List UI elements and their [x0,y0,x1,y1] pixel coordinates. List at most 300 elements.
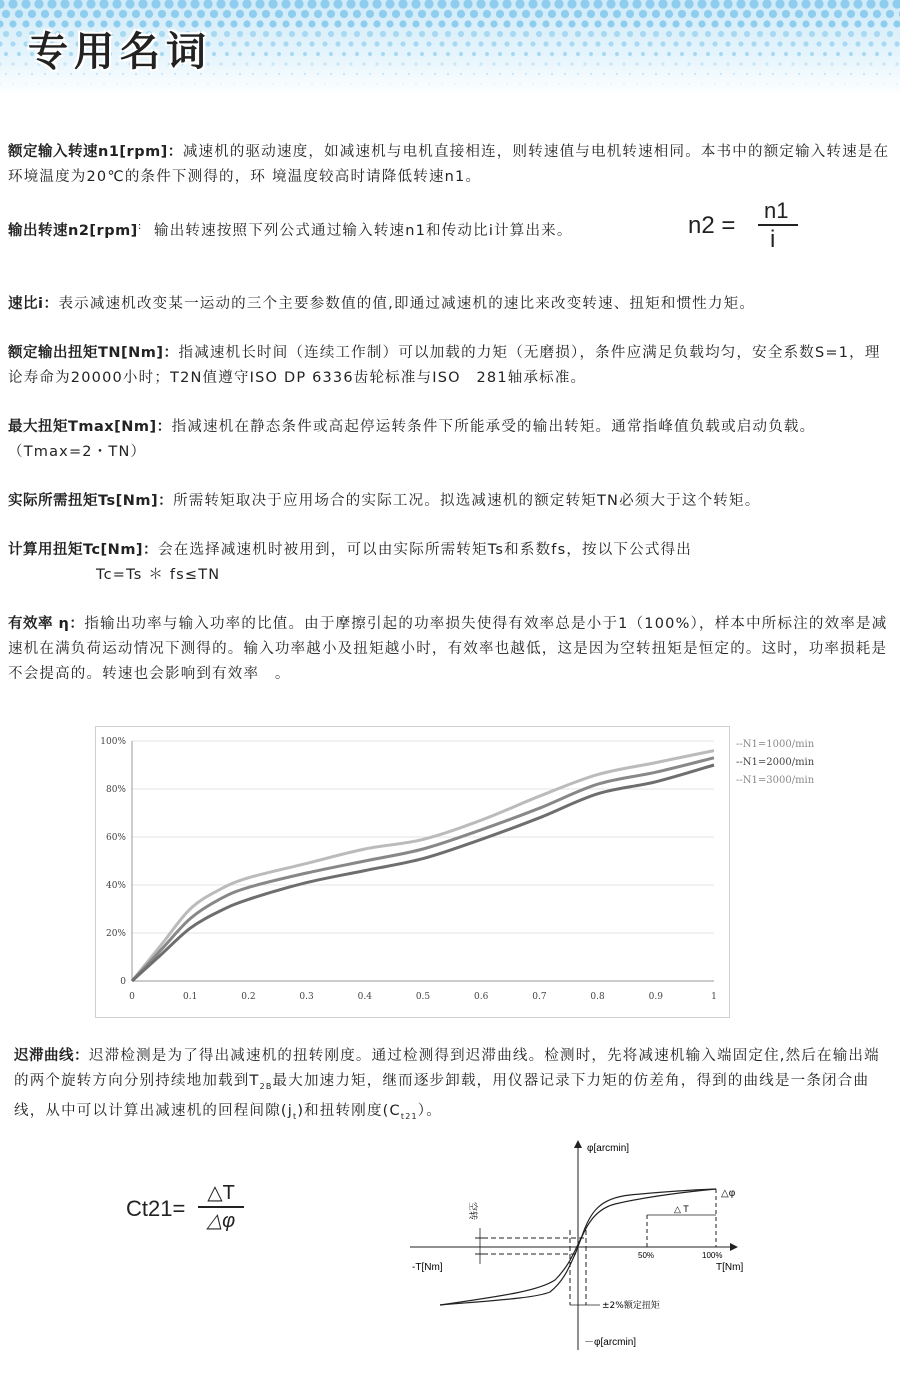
header-dot [738,41,743,46]
header-dot [674,62,677,65]
header-dot [889,73,891,75]
paragraph-efficiency [8,612,892,687]
header-dot [662,83,663,84]
legend-entry-1000: --N1=1000/min [736,739,815,750]
header-dot [628,52,632,56]
header-dot [275,10,283,18]
header-dot [808,10,816,18]
header-dot [485,52,489,56]
header-dot [399,20,406,27]
header-dot [574,10,582,18]
header-dot [750,20,757,27]
header-dot [226,73,228,75]
header-dot [789,20,796,27]
term: 计算用扭矩Tc[Nm]： [8,542,159,558]
header-dot [503,20,510,27]
header-dot [440,62,443,65]
header-dot [543,41,548,46]
header-dot [197,10,205,18]
header-dot [882,62,885,65]
header-dot [706,52,710,56]
x-axis-left-label: -T[Nm] [412,1262,443,1273]
hysteresis-diagram [400,1140,880,1355]
header-dot [713,62,716,65]
header-dot [446,52,450,56]
header-dot [473,73,475,75]
header-dot [564,73,566,75]
header-dot [60,0,69,9]
header-dot [337,83,338,84]
header-dot [492,62,495,65]
header-dot [297,62,300,65]
header-dot [880,20,887,27]
header-dot [519,83,520,84]
header-dot [772,73,774,75]
fraction [198,1182,244,1232]
header-dot [867,20,874,27]
header-dot [400,41,405,46]
x-tick-label: 0.3 [299,992,314,1002]
formula-denominator: i [770,226,776,253]
header-dot [380,31,386,37]
header-dot [720,73,722,75]
y-axis-bottom-label: －φ[arcmin] [584,1337,637,1348]
header-dot [239,73,241,75]
header-dot [395,73,397,75]
header-dot [457,10,465,18]
header-dot [73,0,82,9]
header-dot [301,10,309,18]
header-dot [529,20,536,27]
delta-t-label: △ T [674,1204,689,1214]
header-dot [762,0,771,9]
header-dot [486,73,488,75]
definition-cont: )和扭转刚度(C [297,1102,401,1119]
header-dot [687,62,690,65]
header-dot [262,10,270,18]
paragraph-output-speed: 输出转速n2[rpm]: 输出转速按照下列公式通过输入转速n1和传动比i计算出来。 [8,221,573,239]
header-dot [464,20,471,27]
header-dot [504,41,509,46]
header-dot [362,62,365,65]
definition: 减速机的驱动速度，如减速机与电机直接相连，则转速值与电机转速相同。本书中的额定输入转速是在环境温度为20℃的条件下测得的，环 境温度较高时请降低转速n1。 [8,144,890,185]
header-dot [791,62,794,65]
header-dot [363,83,364,84]
x-tick-label: 0 [129,992,135,1002]
header-dot [445,31,451,37]
header-dot [322,41,327,46]
header-dot [860,10,868,18]
header-dot [263,31,269,37]
header-dot [766,83,767,84]
header-dot [256,20,263,27]
header-dot [381,52,385,56]
header-dot [470,10,478,18]
header-dot [751,41,756,46]
header-dot [252,73,254,75]
header-dot [675,83,676,84]
header-dot [563,52,567,56]
header-dot [661,62,664,65]
header-dot [757,31,763,37]
header-dot [736,0,745,9]
header-dot [868,41,873,46]
definition: 迟滞检测是为了得出减速机的扭转刚度。通过检测得到迟滞曲线。检测时，先将减速机输入端固定住,然后在输出端的两个旋转方向分别持续地加载到T [14,1048,880,1089]
header-dot [861,31,867,37]
header-dot [259,83,260,84]
header-dot [353,10,361,18]
header-dot [375,62,378,65]
header-dot [752,62,755,65]
header-dot [291,73,293,75]
header-dot [593,0,602,9]
y-tick-label: 100% [100,737,126,747]
header-dot [512,73,514,75]
header-dot [567,0,576,9]
header-dot [420,52,424,56]
x-tick-label: 0.1 [183,992,198,1002]
header-dot [588,31,594,37]
header-dot [460,73,462,75]
header-dot [685,20,692,27]
header-dot [265,73,267,75]
paragraph-rated-output-torque [8,341,892,391]
header-dot [257,41,262,46]
header-dot [402,83,403,84]
header-dot [341,31,347,37]
header-dot [545,83,546,84]
header-dot [801,0,810,9]
header-dot [639,10,647,18]
header-dot [745,52,749,56]
header-dot [874,31,880,37]
header-dot [2,10,10,18]
header-dot [181,83,182,84]
header-dot [746,73,748,75]
header-dot [517,41,522,46]
header-dot [246,83,247,84]
header-dot [678,10,686,18]
paragraph-ratio [8,292,892,317]
header-dot [518,62,521,65]
header-dot [704,10,712,18]
header-dot [711,20,718,27]
header-dot [641,52,645,56]
header-dot [311,83,312,84]
header-dot [355,52,359,56]
header-dot [480,83,481,84]
header-dot [425,20,432,27]
header-dot [498,52,502,56]
header-dot [614,31,620,37]
header-dot [666,31,672,37]
header-dot [581,20,588,27]
header-dot [230,20,237,27]
header-dot [229,0,238,9]
header-dot [433,52,437,56]
header-dot [634,41,639,46]
header-dot [496,10,504,18]
header-dot [212,52,216,56]
header-banner [0,0,900,96]
header-dot [478,41,483,46]
header-dot [705,31,711,37]
header-dot [9,20,16,27]
header-dot [524,52,528,56]
header-dot [349,62,352,65]
header-dot [840,0,849,9]
header-dot [658,0,667,9]
header-dot [837,73,839,75]
header-dot [629,73,631,75]
paragraph-calc-torque [8,538,892,588]
term: 实际所需扭矩Ts[Nm]： [8,493,174,509]
header-dot [112,0,121,9]
y-tick-label: 0 [120,977,126,987]
header-dot [654,52,658,56]
header-dot [863,73,865,75]
formula-denominator: △φ [206,1209,236,1232]
header-dot [401,62,404,65]
header-dot [824,73,826,75]
header-dot [730,10,738,18]
legend-entry-3000: --N1=3000/min [736,775,815,786]
header-dot [142,83,143,84]
header-dot [525,73,527,75]
x-tick-label: 0.8 [590,992,605,1002]
header-dot [243,20,250,27]
header-dot [829,41,834,46]
header-dot [727,83,728,84]
header-dot [463,0,472,9]
header-dot [815,20,822,27]
header-dot [329,52,333,56]
header-dot [231,41,236,46]
header-dot [34,0,43,9]
header-dot [3,31,9,37]
header-dot [359,0,368,9]
header-dot [447,73,449,75]
header-dot [827,0,836,9]
header-dot [623,83,624,84]
header-dot [38,83,39,84]
header-dot [347,20,354,27]
header-dot [616,73,618,75]
header-dot [190,0,199,9]
header-dot [18,73,20,75]
header-dot [804,62,807,65]
definition-cont: 最大加速力矩，继而逐步卸载，用仪器记录下力矩的仿差角，得到的曲线是一条闭合曲线，从中可以计算出减速机的回程间隙(j [14,1073,870,1119]
header-dot [701,83,702,84]
header-dot [601,31,607,37]
header-dot [876,73,878,75]
header-dot [67,10,75,18]
header-dot [622,62,625,65]
header-dot [269,20,276,27]
header-dot [219,62,222,65]
term: 迟滞曲线： [14,1048,89,1064]
header-dot [557,62,560,65]
header-dot [855,41,860,46]
header-dot [620,20,627,27]
header-dot [569,41,574,46]
header-dot [577,73,579,75]
header-dot [627,31,633,37]
header-dot [770,31,776,37]
header-dot [237,31,243,37]
header-dot [549,31,555,37]
definition: 表示减速机改变某一运动的三个主要参数值的值,即通过减速机的速比来改变转速、扭矩和惯性力矩。 [58,296,756,312]
header-dot [688,83,689,84]
header-dot [16,31,22,37]
header-dot [505,62,508,65]
header-dot [5,73,7,75]
fraction-bar [758,224,798,226]
header-dot [582,41,587,46]
y-tick-label: 40% [105,881,126,891]
header-dot [717,10,725,18]
header-dot [368,52,372,56]
header-dot [374,41,379,46]
header-dot [171,10,179,18]
header-dot [684,0,693,9]
header-dot [290,52,294,56]
header-dot [258,62,261,65]
header-dot [12,83,13,84]
header-dot [796,31,802,37]
header-dot [732,52,736,56]
header-dot [723,0,732,9]
header-dot [506,83,507,84]
header-dot [692,31,698,37]
header-dot [869,62,872,65]
header-dot [726,62,729,65]
header-dot [814,0,823,9]
header-dot [823,52,827,56]
header-dot [556,41,561,46]
header-dot [805,83,806,84]
header-dot [295,20,302,27]
header-dot [753,83,754,84]
header-dot [602,52,606,56]
header-dot [276,31,282,37]
header-dot [64,83,65,84]
header-dot [426,41,431,46]
header-dot [632,0,641,9]
header-dot [649,83,650,84]
header-dot [710,0,719,9]
paragraph-required-torque [8,489,892,514]
header-dot [510,31,516,37]
header-dot [99,0,108,9]
header-dot [841,20,848,27]
header-dot [408,73,410,75]
header-dot [893,20,900,27]
header-dot [522,10,530,18]
header-dot [129,83,130,84]
header-dot [653,31,659,37]
label-100-percent: 100% [702,1251,723,1260]
header-dot [879,0,888,9]
header-dot [576,52,580,56]
header-dot [847,10,855,18]
header-dot [356,73,358,75]
header-dot [744,31,750,37]
header-dot [296,41,301,46]
header-dot [0,83,1,84]
header-dot [225,52,229,56]
header-dot [467,83,468,84]
header-dot [282,20,289,27]
delta-phi-label: △φ [721,1188,736,1199]
header-dot [608,41,613,46]
formula-lhs: n2 = [688,212,736,239]
definition: 输出转速按照下列公式通过输入转速n1和传动比i计算出来。 [154,222,573,239]
header-dot [334,20,341,27]
header-dot [493,83,494,84]
header-dot [106,10,114,18]
header-dot [686,41,691,46]
header-dot [434,73,436,75]
header-dot [561,10,569,18]
term: 输出转速n2[rpm] [8,222,138,239]
header-dot [289,31,295,37]
header-dot [424,0,433,9]
header-dot [665,10,673,18]
header-dot [17,52,21,56]
header-dot [640,31,646,37]
header-dot [232,62,235,65]
header-dot [392,10,400,18]
header-dot [883,83,884,84]
definition: 指减速机长时间（连续工作制）可以加载的力矩（无磨损），条件应满足负载均匀，安全系数S=1，理论寿命为20000小时；T2N值遵守ISO DP 6336齿轮标准与ISO 281轴承标准。 [8,345,881,386]
header-dot [693,52,697,56]
header-dot [810,52,814,56]
header-dot [155,83,156,84]
header-dot [551,73,553,75]
header-dot [0,20,4,27]
header-dot [594,20,601,27]
header-dot [886,10,894,18]
header-dot [896,83,897,84]
header-dot [15,10,23,18]
header-dot [797,52,801,56]
x-tick-label: 0.6 [474,992,489,1002]
header-dot [856,62,859,65]
header-dot [691,10,699,18]
header-dot [479,62,482,65]
backlash-label: 空转 [467,1202,477,1221]
header-dot [77,83,78,84]
header-dot [771,52,775,56]
header-dot [642,73,644,75]
header-dot [873,10,881,18]
header-dot [406,31,412,37]
header-dot [414,62,417,65]
header-dot [570,62,573,65]
header-dot [600,10,608,18]
header-dot [523,31,529,37]
header-dot [450,0,459,9]
header-dot [309,41,314,46]
header-dot [412,20,419,27]
paragraph-hysteresis [14,1044,890,1129]
header-dot [548,10,556,18]
header-dot [646,20,653,27]
term: 最大扭矩Tmax[Nm]： [8,419,172,435]
header-dot [571,83,572,84]
header-dot [116,83,117,84]
